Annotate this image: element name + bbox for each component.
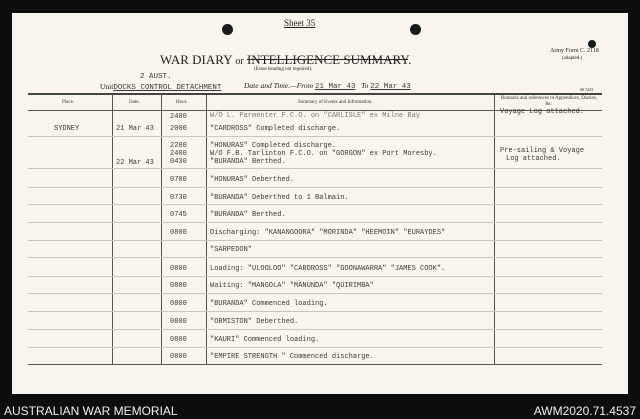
row-rule — [28, 276, 602, 277]
entry-date: 21 Mar 43 — [116, 125, 154, 133]
entry-text: W/O L. Parmenter F.C.O. on "CARLISLE" ex Milne Bay — [210, 112, 421, 120]
entry-text: "BURANDA" Berthed. — [210, 211, 286, 219]
entry-hour: 0800 — [170, 318, 187, 326]
date-from: 21 Mar 43 — [314, 83, 356, 91]
entry-hour: 0430 — [170, 158, 187, 166]
unit-label: Unit — [100, 82, 114, 91]
entry-hour: 0745 — [170, 211, 187, 219]
entry-hour: 0800 — [170, 336, 187, 344]
entry-remark: Voyage Log attached. — [500, 108, 585, 116]
row-rule — [28, 168, 602, 169]
entry-hour: 2400 — [170, 113, 187, 121]
column-header-summary: Summary of Events and Information. — [298, 100, 373, 105]
column-header-remarks: Remarks and references to Appendices, Diaries, &c. — [501, 96, 597, 107]
entry-hour: 0800 — [170, 282, 187, 290]
row-rule — [28, 204, 602, 205]
entry-date: 22 Mar 43 — [116, 159, 154, 167]
entry-hour: 0700 — [170, 176, 187, 184]
entry-text: W/O F.B. Tarlinton F.C.O. on "GORGON" ex Port Moresby. — [210, 150, 437, 158]
date-to-label: To — [361, 81, 369, 90]
column-header-hour: Hour. — [176, 100, 188, 105]
table-top-rule — [28, 93, 602, 95]
entry-text: "BURANDA" Deberthed to 1 Balmain. — [210, 194, 349, 202]
entry-text: "HONURAS" Completed discharge. — [210, 142, 337, 150]
entry-hour: 0800 — [170, 353, 187, 361]
entry-remark: Log attached. — [506, 155, 561, 163]
army-form-label: Army Form C. 2118 — [550, 48, 599, 54]
title-war-diary: WAR DIARY — [160, 52, 233, 67]
form-ref: 68 7423 — [580, 87, 593, 92]
row-rule — [28, 222, 602, 223]
entry-hour: 0800 — [170, 265, 187, 273]
entry-hour: 2400 — [170, 150, 187, 158]
entry-text: Discharging: "KANANGOORA" "MORINDA" "HEEMOIN" "EURAYDES" — [210, 229, 446, 237]
date-time-label: Date and Time.—From — [244, 81, 314, 90]
entry-text: "BURANDA" Berthed. — [210, 158, 286, 166]
punch-hole — [588, 40, 596, 48]
row-rule — [28, 187, 602, 188]
entry-hour: 0800 — [170, 229, 187, 237]
column-header-place: Place. — [62, 100, 75, 105]
row-rule — [28, 347, 602, 348]
date-range — [244, 81, 411, 91]
entry-text: Waiting: "MANGOLA" "MANUNDA" "QUIRIMBA" — [210, 282, 374, 290]
entry-text: "EMPIRE STRENGTH " Commenced discharge. — [210, 353, 374, 361]
entry-text: "SARPEDON" — [210, 246, 253, 254]
entry-hour: 0800 — [170, 300, 187, 308]
army-form-note: (adapted.) — [562, 56, 583, 61]
row-rule — [28, 329, 602, 330]
sheet-label: Sheet 35 — [284, 18, 316, 28]
title-struck: INTELLIGENCE SUMMARY — [246, 52, 409, 67]
entry-hour: 0730 — [170, 194, 187, 202]
entry-text: Loading: "ULOOLOO" "CARDROSS" "GOONAWARRA" "JAMES COOK". — [210, 265, 446, 273]
entry-text: "KAURI" Commenced loading. — [210, 336, 320, 344]
entry-hour: 2000 — [170, 125, 187, 133]
table-bottom-rule — [28, 364, 602, 365]
column-header-date: Date. — [129, 100, 140, 105]
row-rule — [28, 136, 602, 137]
row-rule — [28, 311, 602, 312]
page-title: WAR DIARY or INTELLIGENCE SUMMARY. — [160, 52, 412, 67]
entry-text: "BURANDA" Commenced loading. — [210, 300, 328, 308]
entry-text: "ORMISTON" Deberthed. — [210, 318, 299, 326]
entry-place: SYDNEY — [54, 125, 80, 133]
date-to: 22 Mar 43 — [370, 83, 411, 91]
title-subnote: (Erase heading not required). — [254, 67, 313, 72]
punch-hole — [410, 24, 421, 35]
footer-credit: AUSTRALIAN WAR MEMORIAL — [4, 404, 178, 418]
footer-accession-number: AWM2020.71.4537 — [533, 404, 636, 418]
unit-value: DOCKS CONTROL DETACHMENT — [113, 84, 222, 92]
entry-remark: Pre-sailing & Voyage — [500, 147, 585, 155]
title-or: or — [235, 56, 244, 67]
row-rule — [28, 240, 602, 241]
entry-hour: 2200 — [170, 142, 187, 150]
entry-text: "CARDROSS" Completed discharge. — [210, 125, 341, 133]
punch-hole — [222, 24, 233, 35]
row-rule — [28, 293, 602, 294]
row-rule — [28, 257, 602, 258]
unit-line — [100, 82, 221, 92]
unit-line1: 2 AUST. — [140, 73, 172, 81]
entry-text: "HONURAS" Deberthed. — [210, 176, 295, 184]
